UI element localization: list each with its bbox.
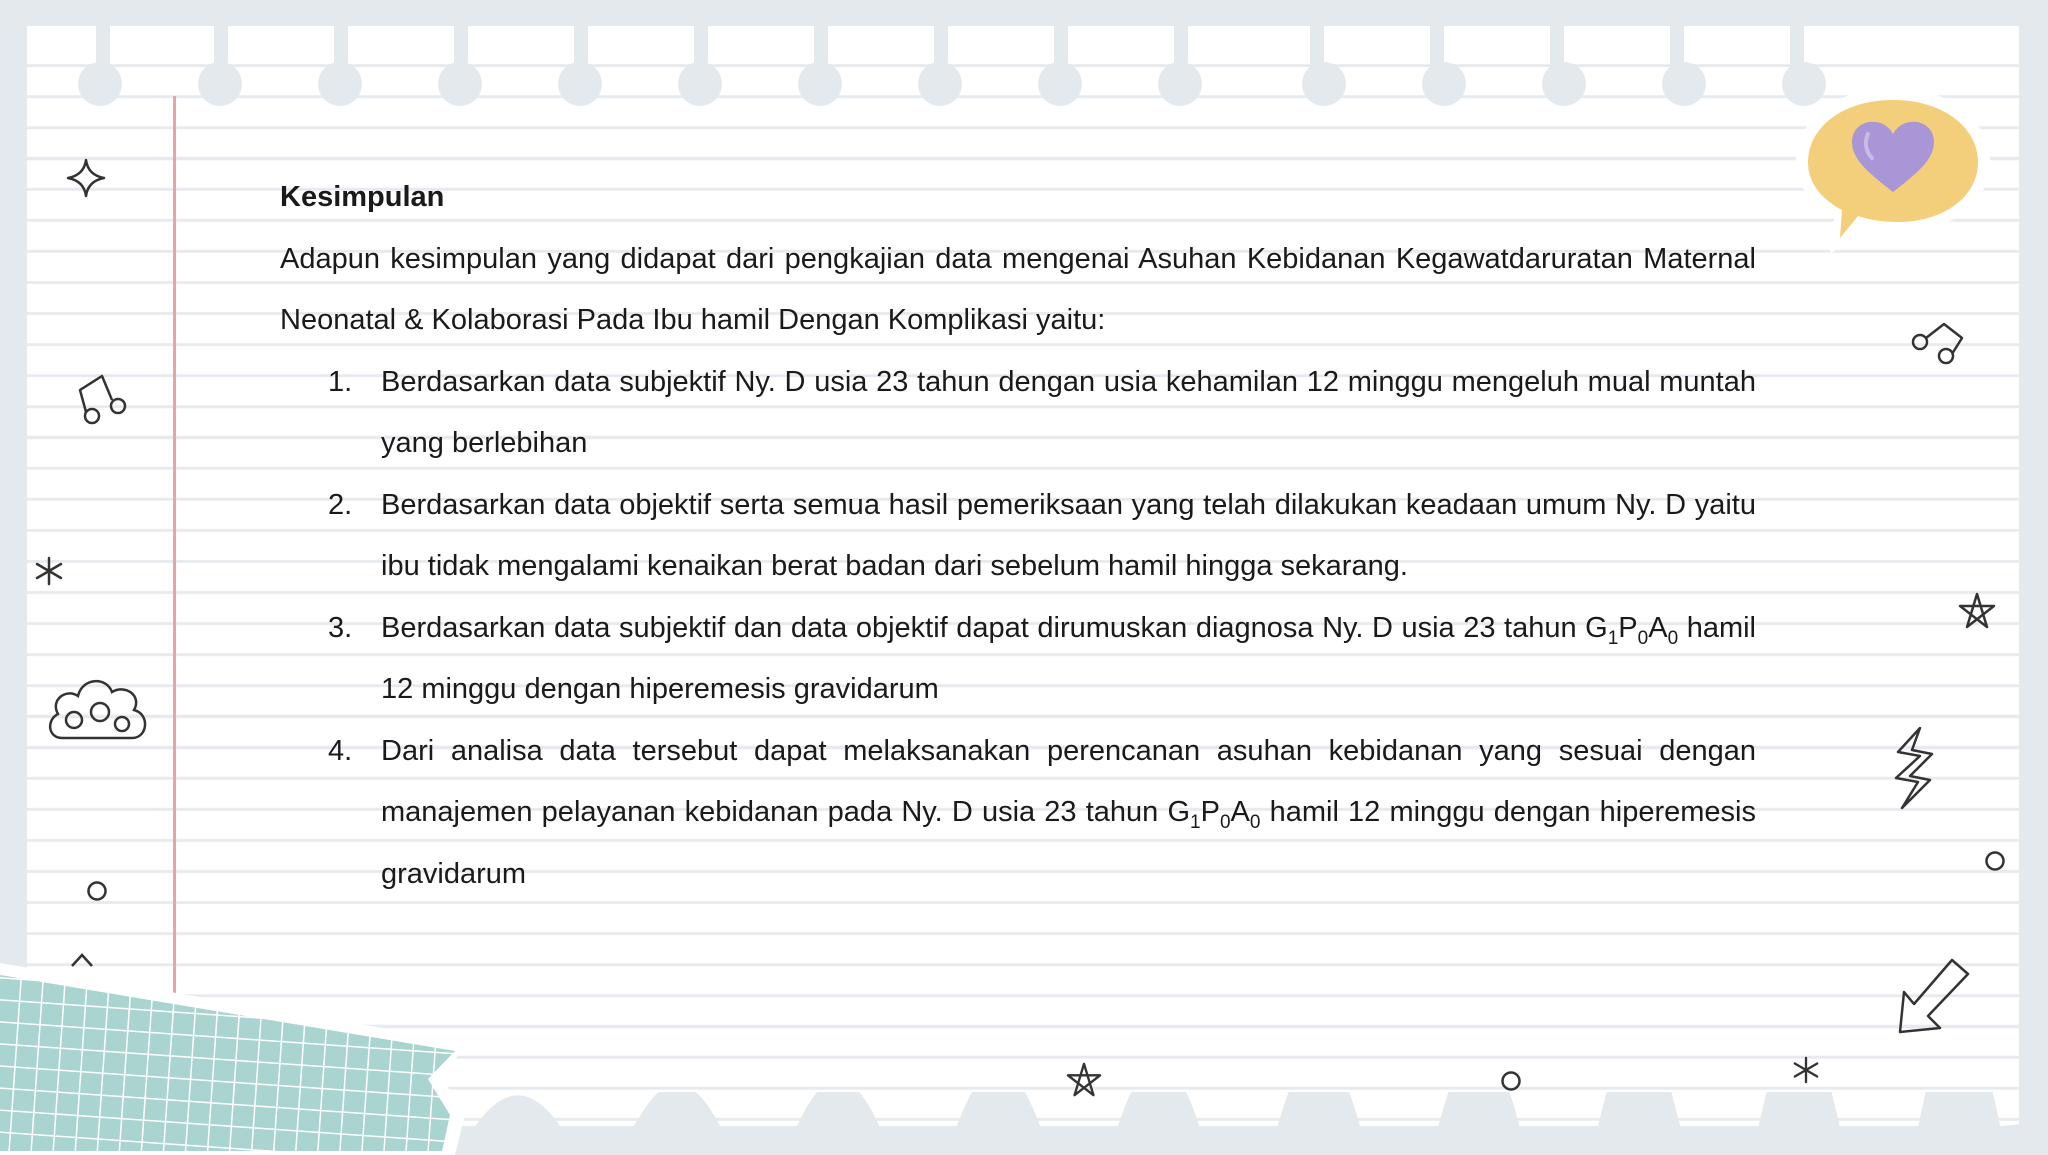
pentagram-star-icon — [1958, 592, 1996, 630]
arrow-icon — [1896, 956, 1972, 1036]
asterisk-icon — [34, 556, 64, 586]
conclusion-list — [280, 352, 1756, 906]
list-item-text: Berdasarkan data subjektif Ny. D usia 23 tahun dengan usia kehamilan 12 minggu mengeluh mual muntah yang berlebihan — [381, 365, 1756, 459]
circle-icon — [1500, 1070, 1522, 1092]
list-item — [280, 475, 1756, 598]
lightning-icon — [1890, 726, 1936, 810]
triangle-icon — [70, 952, 94, 968]
list-item-text: Dari analisa data tersebut dapat melaksanakan perencanan asuhan kebidanan yang sesuai dengan manajemen pelayanan kebidanan pada Ny. D usia 23 tahun — [381, 734, 1756, 828]
section-heading: Kesimpulan — [280, 181, 445, 213]
circle-icon — [1984, 850, 2006, 872]
list-number: 1. — [328, 365, 353, 398]
list-item — [280, 598, 1756, 721]
list-item-text: Berdasarkan data subjektif dan data objektif dapat dirumuskan diagnosa Ny. D usia 23 tahun — [381, 611, 1586, 644]
list-number: 3. — [328, 611, 353, 644]
sparkle-icon — [66, 158, 106, 198]
list-item-text: hamil 12 minggu dengan hiperemesis gravidarum — [381, 796, 1756, 890]
margin-line — [173, 96, 176, 1006]
list-item — [280, 352, 1756, 475]
speech-bubble-heart-icon — [1790, 82, 1996, 268]
conclusion-section — [280, 167, 1756, 905]
list-item-text: hamil 12 minggu dengan hiperemesis gravidarum — [381, 611, 1756, 705]
circle-icon — [86, 880, 108, 902]
intro-paragraph: Adapun kesimpulan yang didapat dari pengkajian data mengenai Asuhan Kebidanan Kegawatdaruratan Maternal Neonatal & Kolaborasi Pada Ibu hamil Dengan Komplikasi yaitu: — [280, 242, 1756, 336]
grid-tape-decoration — [0, 955, 490, 1155]
obstetric-formula: $G_1P_0A_0$ — [1167, 796, 1261, 833]
cloud-icon — [44, 670, 152, 746]
pentagram-star-icon — [1066, 1062, 1102, 1098]
list-item-text: Berdasarkan data objektif serta semua hasil pemeriksaan yang telah dilakukan keadaan umum Ny. D yaitu ibu tidak mengalami kenaikan berat badan dari sebelum hamil hingga sekarang. — [381, 488, 1756, 582]
list-number: 4. — [328, 734, 353, 767]
list-number: 2. — [328, 488, 353, 521]
music-note-icon — [1910, 318, 1970, 368]
list-item — [280, 721, 1756, 906]
asterisk-icon — [1792, 1056, 1820, 1084]
obstetric-formula: $G_1P_0A_0$ — [1585, 611, 1679, 649]
music-note-icon — [74, 368, 130, 428]
